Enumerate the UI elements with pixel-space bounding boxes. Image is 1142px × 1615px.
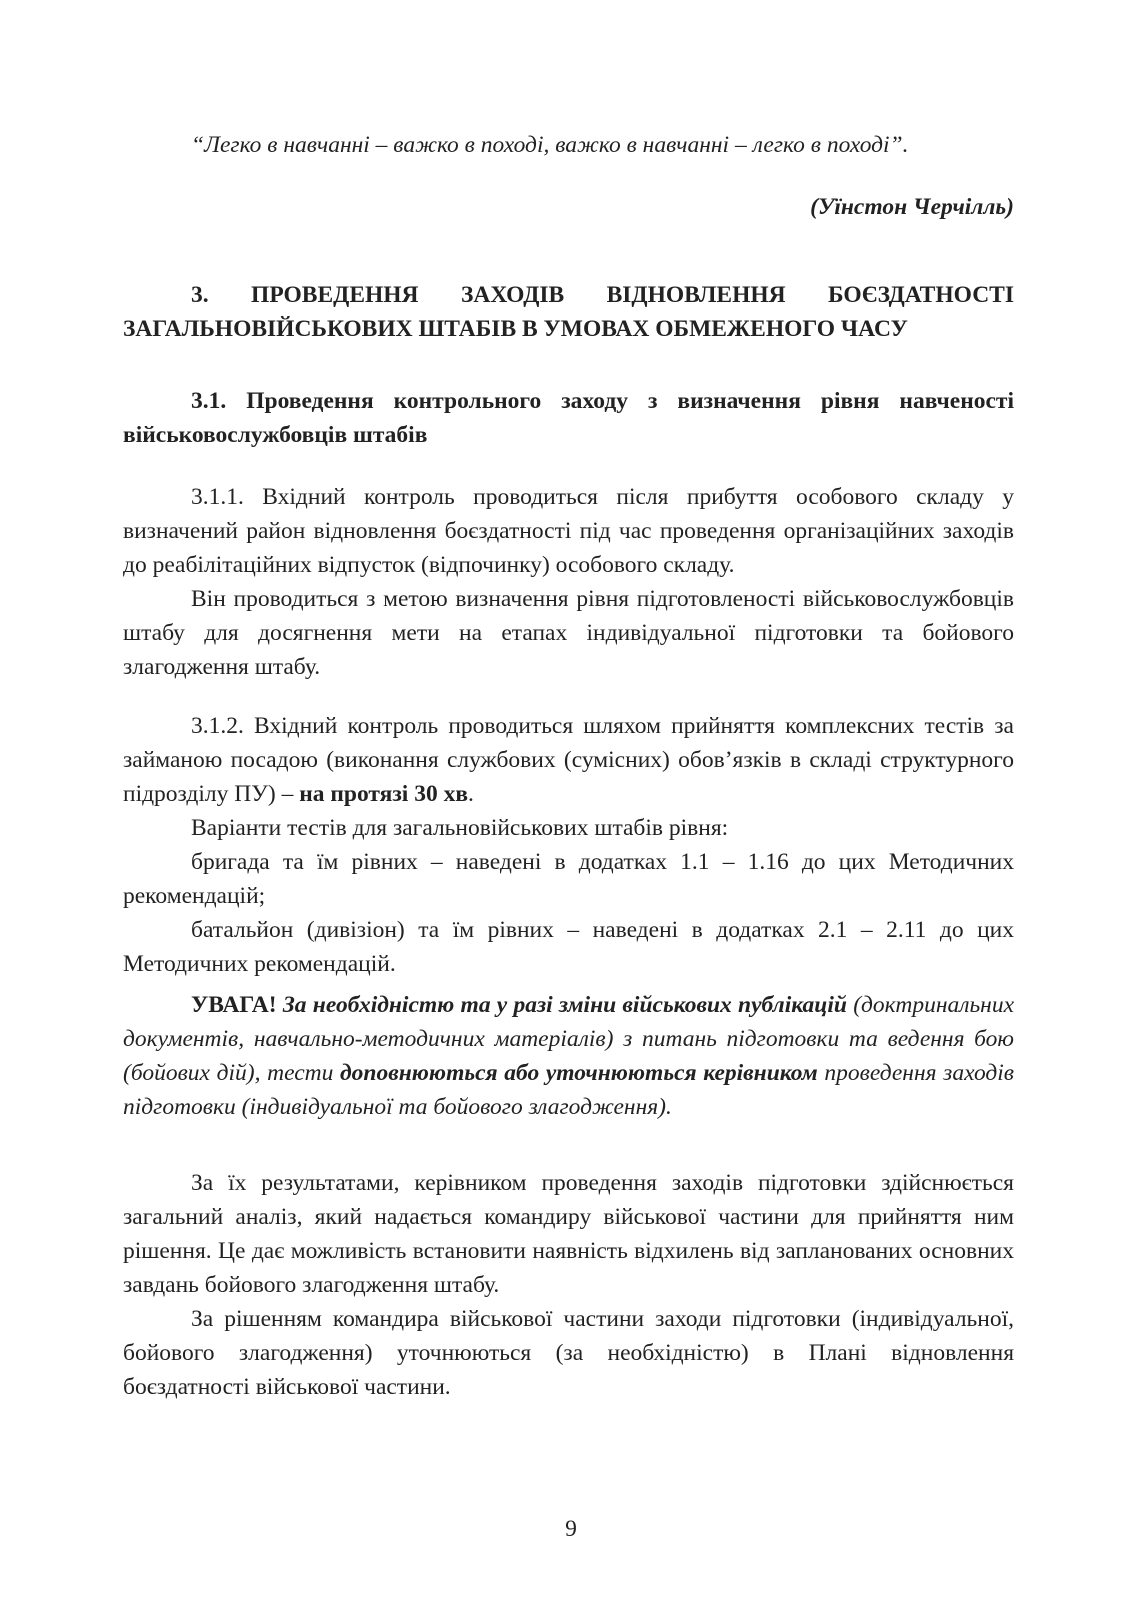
paragraph-block-2	[123, 709, 1014, 981]
epigraph-author: (Уїнстон Черчілль)	[810, 194, 1014, 220]
attention-paragraph	[123, 988, 1014, 1124]
paragraph-block-1	[123, 480, 1014, 684]
paragraph-3-1-2	[123, 709, 1014, 811]
paragraph-purpose: Він проводиться з метою визначення рівня підготовленості військовослужбовців штабу для досягнення мети на етапах індивідуальної підготовки та бойового злагодження штабу.	[123, 586, 1014, 680]
section-heading: 3. ПРОВЕДЕННЯ ЗАХОДІВ ВІДНОВЛЕННЯ БОЄЗДАТНОСТІ ЗАГАЛЬНОВІЙСЬКОВИХ ШТАБІВ В УМОВАХ ОБМЕЖЕНОГО ЧАСУ	[123, 282, 1014, 342]
paragraph-block-3	[123, 1166, 1014, 1404]
attention-bold-italic-2: доповнюються або уточнюються керівником	[340, 1060, 818, 1086]
attention-label: УВАГА!	[191, 992, 277, 1018]
epigraph-quote: “Легко в навчанні – важко в поході, важко в навчанні – легко в поході”.	[191, 132, 909, 158]
paragraph-brigade: бригада та їм рівних – наведені в додатках 1.1 – 1.16 до цих Методичних рекомендацій;	[123, 849, 1014, 909]
paragraph-variants: Варіанти тестів для загальновійськових штабів рівня:	[191, 815, 729, 841]
attention-bold-italic-1: За необхідністю та у разі зміни військових публікацій	[282, 992, 847, 1018]
page-number: 9	[565, 1516, 577, 1542]
paragraph-3-1-2-text: 3.1.2. Вхідний контроль проводиться шляхом прийняття комплексних тестів за займаною посадою (виконання службових (сумісних) обов’язків в складі структурного підрозділу ПУ) –	[123, 713, 1014, 807]
paragraph-results: За їх результатами, керівником проведення заходів підготовки здійснюється загальний аналіз, який надається командиру військової частини для прийняття ним рішення. Це дає можливість встановити наявність відхилень від запланованих основних завдань бойового злагодження штабу.	[123, 1170, 1014, 1298]
attention-italic-2: проведення заходів підготовки (індивідуальної та бойового злагодження).	[123, 1060, 1015, 1120]
attention-block	[123, 988, 1014, 1124]
paragraph-3-1-1: 3.1.1. Вхідний контроль проводиться після прибуття особового складу у визначений район відновлення боєздатності під час проведення організаційних заходів до реабілітаційних відпусток (відпочинку) особового складу.	[123, 484, 1014, 578]
paragraph-3-1-2-end: .	[468, 781, 474, 807]
subsection-heading: 3.1. Проведення контрольного заходу з визначення рівня навченості військовослужбовців штабів	[123, 388, 1014, 448]
paragraph-battalion: батальйон (дивізіон) та їм рівних – наведені в додатках 2.1 – 2.11 до цих Методичних рекомендацій.	[123, 917, 1014, 977]
attention-italic-1: (доктринальних документів, навчально-методичних матеріалів) з питань підготовки та ведення бою (бойових дій), тести	[123, 992, 1015, 1086]
paragraph-decision: За рішенням командира військової частини заходи підготовки (індивідуальної, бойового злагодження) уточнюються (за необхідністю) в Плані відновлення боєздатності військової частини.	[123, 1306, 1014, 1400]
time-limit: на протязі 30 хв	[299, 781, 469, 807]
